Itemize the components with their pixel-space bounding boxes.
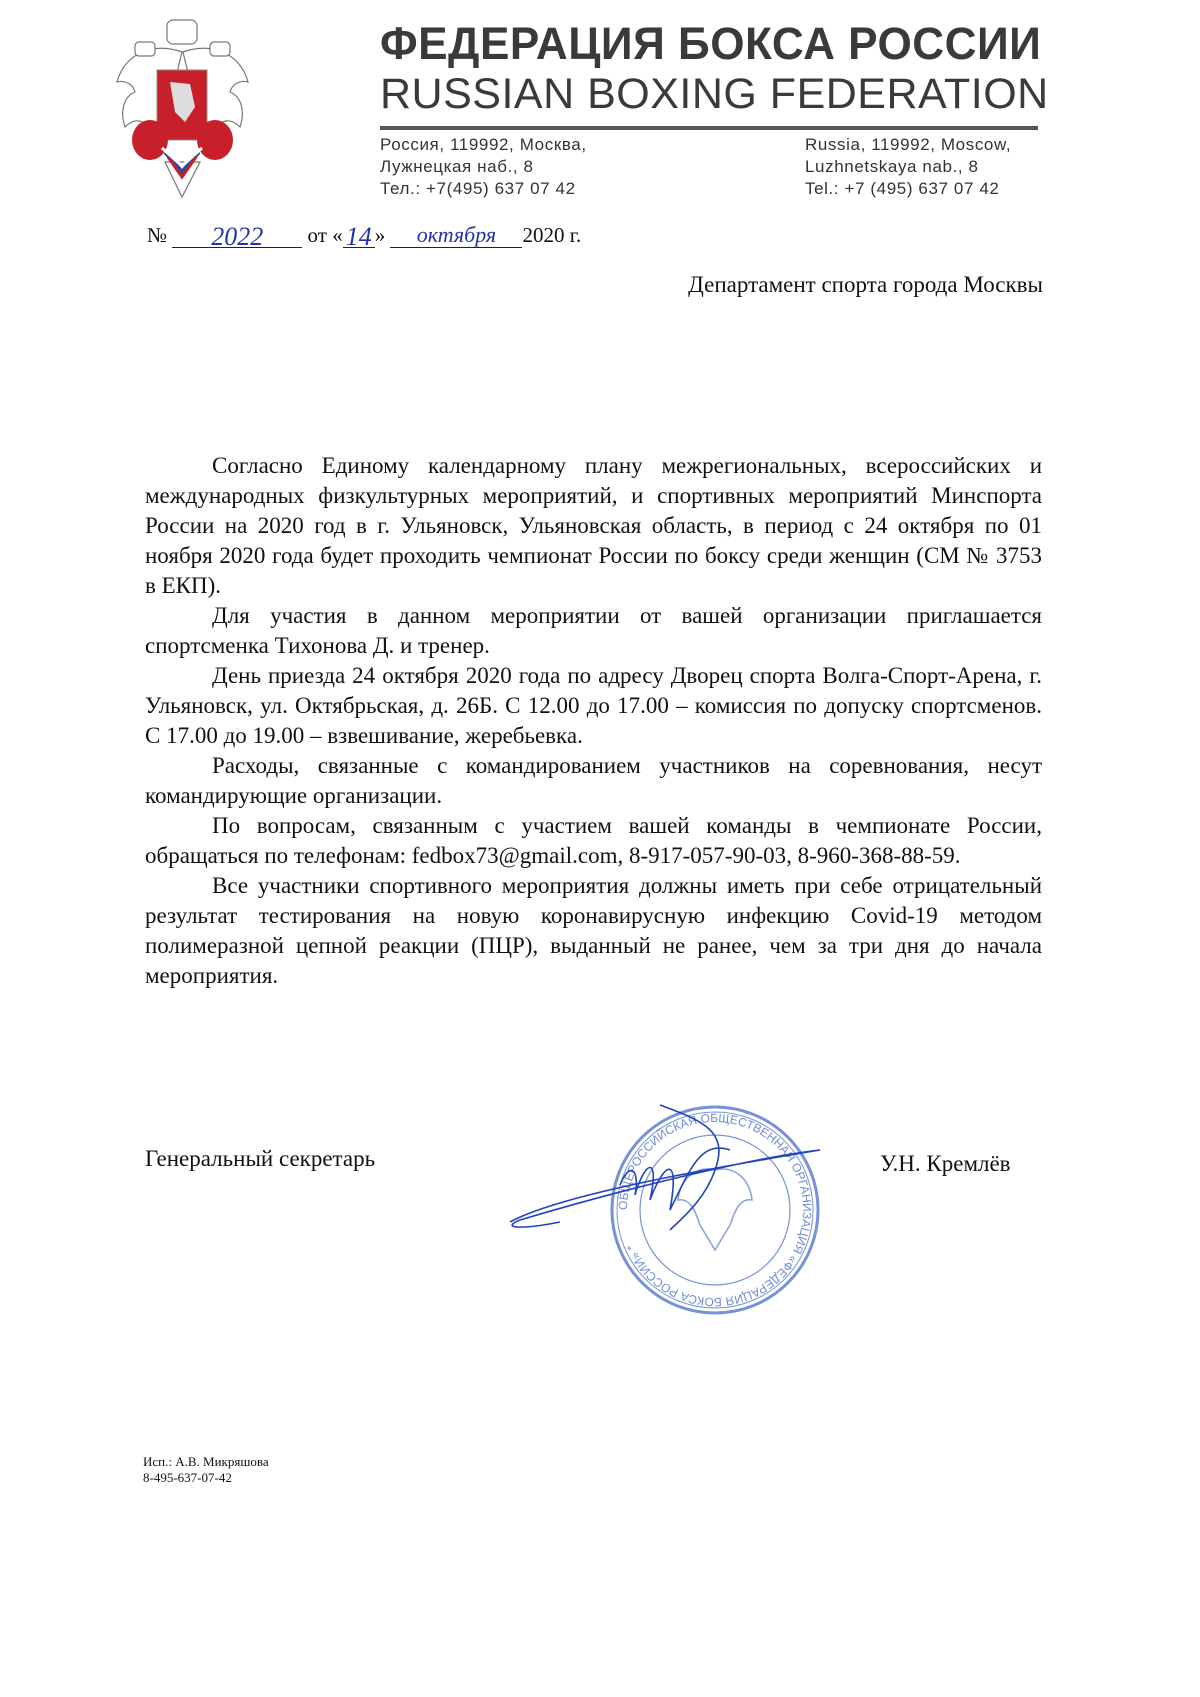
address-ru-line: Тел.: +7(495) 637 07 42 xyxy=(380,179,576,198)
document-day: 14 xyxy=(343,222,375,248)
address-en-line: Tel.: +7 (495) 637 07 42 xyxy=(805,179,1000,198)
handwritten-signature-icon xyxy=(500,1100,830,1240)
paragraph: Для участия в данном мероприятии от вашей организации приглашается спортсменка Тихонова Д. и тренер. xyxy=(145,603,1042,658)
paragraph: Согласно Единому календарному плану межрегиональных, всероссийских и международных физкультурных мероприятий, и спортивных мероприятий Минспорта России на 2020 год в г. Ульяновск, Ульяновская область, в период с 24 октября по 01 ноября 2020 года будет проходить чемпионат России по боксу среди женщин (СМ № 3753 в ЕКП). xyxy=(145,453,1042,598)
executor-phone: 8-495-637-07-42 xyxy=(143,1470,232,1485)
signatory-title: Генеральный секретарь xyxy=(145,1146,376,1171)
federation-title-en: RUSSIAN BOXING FEDERATION xyxy=(380,70,1049,118)
paragraph: День приезда 24 октября 2020 года по адресу Дворец спорта Волга-Спорт-Арена, г. Ульяновск, ул. Октябрьская, д. 26Б. С 12.00 до 17.00 – комиссия по допуску спортсменов. С 17.00 до 19.00 – взвешивание, жеребьевка. xyxy=(145,663,1042,748)
signatory-name: У.Н. Кремлёв xyxy=(880,1151,1011,1176)
address-en-line: Luzhnetskaya nab., 8 xyxy=(805,157,979,176)
day-close: » xyxy=(374,223,386,247)
svg-text:ОБЩЕРОССИЙСКАЯ ОБЩЕСТВЕННАЯ ОР: ОБЩЕРОССИЙСКАЯ ОБЩЕСТВЕННАЯ ОРГАНИЗАЦИЯ «ФЕДЕРАЦИЯ БОКСА РОССИИ» * xyxy=(615,1110,815,1310)
from-label: от « xyxy=(307,223,343,247)
paragraph: Расходы, связанные с командированием участников на соревнования, несут командирующие организации. xyxy=(145,753,1042,808)
address-ru xyxy=(380,134,587,200)
address-en xyxy=(805,134,1011,200)
document-year: 2020 г. xyxy=(522,223,582,247)
registration-line xyxy=(147,222,582,251)
federation-title-ru: ФЕДЕРАЦИЯ БОКСА РОССИИ xyxy=(380,18,1042,69)
paragraph: По вопросам, связанным с участием вашей команды в чемпионате России, обращаться по телефонам: fedbox73@gmail.com, 8-917-057-90-03, 8-960-368-88-59. xyxy=(145,813,1042,868)
executor-name: Исп.: А.В. Микряшова xyxy=(143,1454,269,1469)
document-month: октября xyxy=(390,222,522,248)
header-divider xyxy=(380,126,1038,130)
number-label: № xyxy=(147,223,168,247)
federation-emblem-icon xyxy=(115,12,250,202)
document-number: 2022 xyxy=(172,222,302,248)
address-ru-line: Лужнецкая наб., 8 xyxy=(380,157,534,176)
address-ru-line: Россия, 119992, Москва, xyxy=(380,135,587,154)
addressee: Департамент спорта города Москвы xyxy=(688,272,1043,297)
address-en-line: Russia, 119992, Moscow, xyxy=(805,135,1012,154)
letter-body xyxy=(145,451,1042,991)
paragraph: Все участники спортивного мероприятия должны иметь при себе отрицательный результат тестирования на новую коронавирусную инфекцию Covid-19 методом полимеразной цепной реакции (ПЦР), выданный не ранее, чем за три дня до начала мероприятия. xyxy=(145,873,1042,988)
executor-info xyxy=(143,1454,269,1486)
